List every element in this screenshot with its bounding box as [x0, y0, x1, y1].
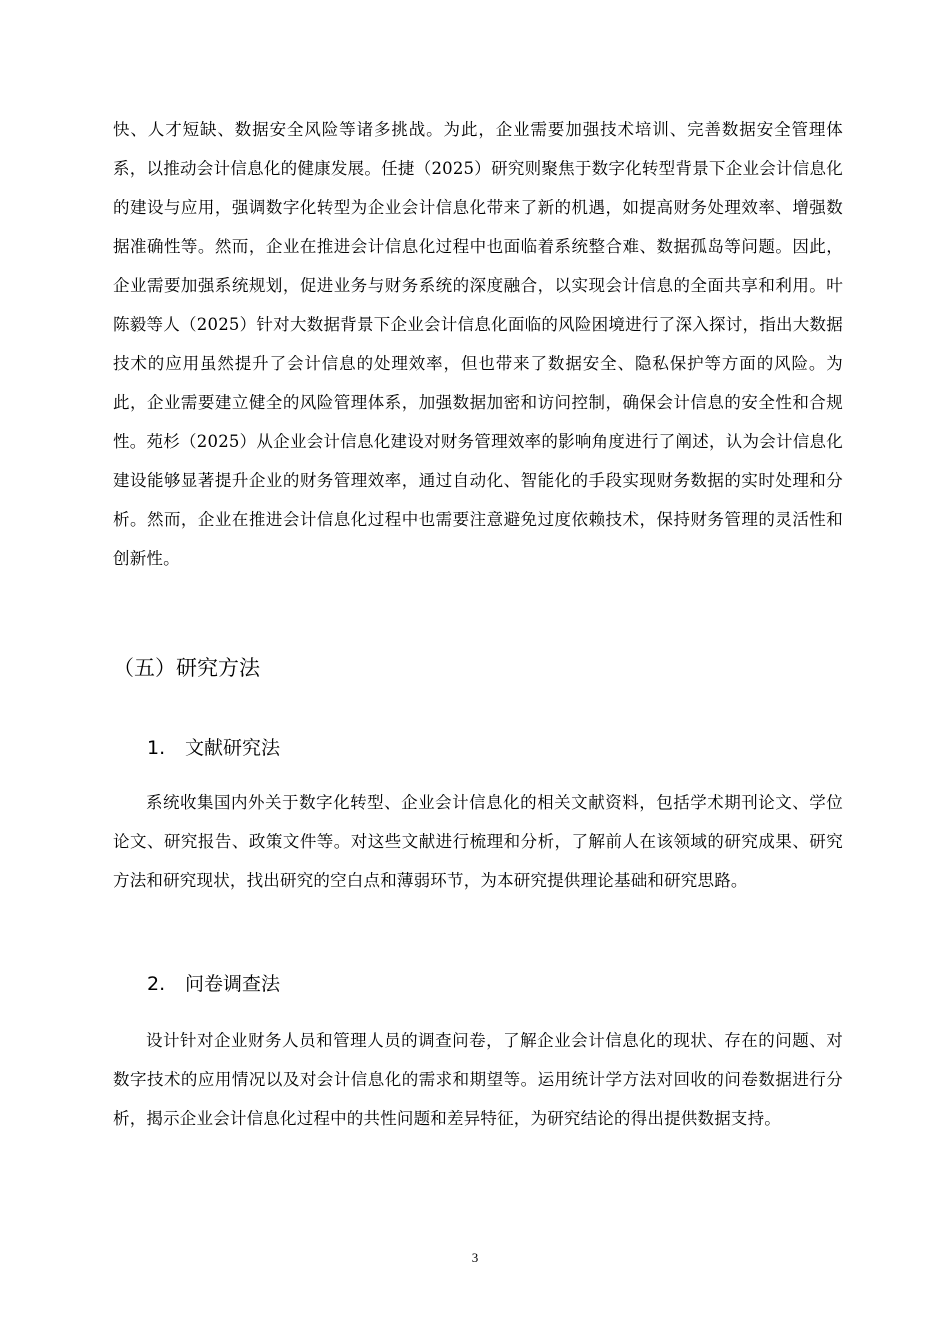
- subsection-title: 问卷调查法: [185, 973, 281, 995]
- subsection-body-2: 设计针对企业财务人员和管理人员的调查问卷，了解企业会计信息化的现状、存在的问题、对数字技术的应用情况以及对会计信息化的需求和期望等。运用统计学方法对回收的问卷数据进行分析，揭示企业会计信息化过程中的共性问题和差异特征，为研究结论的得出提供数据支持。: [113, 1031, 843, 1128]
- subsection-number: 2.: [147, 973, 166, 995]
- subsection-body-1: 系统收集国内外关于数字化转型、企业会计信息化的相关文献资料，包括学术期刊论文、学位论文、研究报告、政策文件等。对这些文献进行梳理和分析，了解前人在该领域的研究成果、研究方法和研究现状，找出研究的空白点和薄弱环节，为本研究提供理论基础和研究思路。: [113, 793, 843, 890]
- page-number: 3: [471, 1250, 479, 1265]
- subsection-heading-2: [147, 969, 280, 999]
- subsection-number: 1.: [147, 737, 166, 759]
- section-heading: （五）研究方法: [113, 656, 260, 680]
- body-paragraph-continuation: 快、人才短缺、数据安全风险等诸多挑战。为此，企业需要加强技术培训、完善数据安全管理体系，以推动会计信息化的健康发展。任捷（2025）研究则聚焦于数字化转型背景下企业会计信息化的建设与应用，强调数字化转型为企业会计信息化带来了新的机遇，如提高财务处理效率、增强数据准确性等。然而，企业在推进会计信息化过程中也面临着系统整合难、数据孤岛等问题。因此，企业需要加强系统规划，促进业务与财务系统的深度融合，以实现会计信息的全面共享和利用。叶陈毅等人（2025）针对大数据背景下企业会计信息化面临的风险困境进行了深入探讨，指出大数据技术的应用虽然提升了会计信息的处理效率，但也带来了数据安全、隐私保护等方面的风险。为此，企业需要建立健全的风险管理体系，加强数据加密和访问控制，确保会计信息的安全性和合规性。苑杉（2025）从企业会计信息化建设对财务管理效率的影响角度进行了阐述，认为会计信息化建设能够显著提升企业的财务管理效率，通过自动化、智能化的手段实现财务数据的实时处理和分析。然而，企业在推进会计信息化过程中也需要注意避免过度依赖技术，保持财务管理的灵活性和创新性。: [113, 120, 843, 568]
- subsection-heading-1: [147, 733, 280, 763]
- subsection-title: 文献研究法: [185, 737, 281, 759]
